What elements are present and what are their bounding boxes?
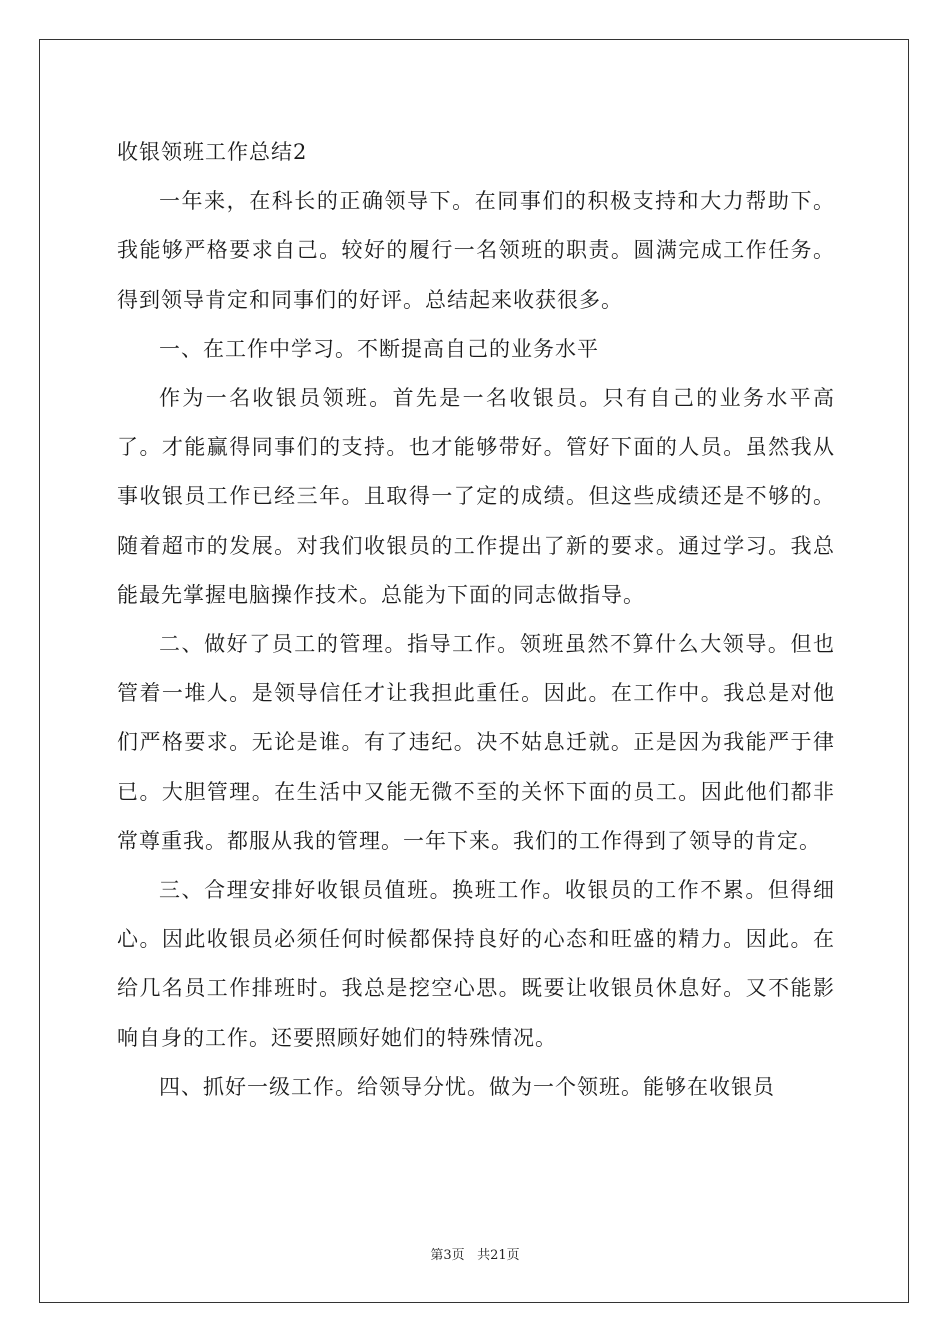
paragraph-section-2: 二、做好了员工的管理。指导工作。领班虽然不算什么大领导。但也管着一堆人。是领导信任才让我担此重任。因此。在工作中。我总是对他们严格要求。无论是谁。有了违纪。决不姑息迁就。正是因为我能严于律已。大胆管理。在生活中又能无微不至的关怀下面的员工。因此他们都非常尊重我。都服从我的管理。一年下来。我们的工作得到了领导的肯定。: [117, 632, 835, 853]
footer-spacer: [465, 1248, 477, 1263]
document-body: [117, 128, 835, 1112]
total-pages: 共21页: [477, 1248, 520, 1263]
document-title: 收银领班工作总结2: [117, 140, 308, 164]
paragraph-section-4: 四、抓好一级工作。给领导分忧。做为一个领班。能够在收银员: [159, 1074, 775, 1099]
paragraph-section-1: 作为一名收银员领班。首先是一名收银员。只有自己的业务水平高了。才能赢得同事们的支持。也才能够带好。管好下面的人员。虽然我从事收银员工作已经三年。且取得一了定的成绩。但这些成绩还是不够的。随着超市的发展。对我们收银员的工作提出了新的要求。通过学习。我总能最先掌握电脑操作技术。总能为下面的同志做指导。: [117, 386, 835, 607]
paragraph-intro: 一年来，在科长的正确领导下。在同事们的积极支持和大力帮助下。我能够严格要求自己。较好的履行一名领班的职责。圆满完成工作任务。得到领导肯定和同事们的好评。总结起来收获很多。: [117, 189, 835, 312]
page-number: 第3页: [430, 1248, 465, 1263]
page-footer: [0, 1247, 950, 1265]
paragraph-section-3: 三、合理安排好收银员值班。换班工作。收银员的工作不累。但得细心。因此收银员必须任何时候都保持良好的心态和旺盛的精力。因此。在给几名员工作排班时。我总是挖空心思。既要让收银员休息好。又不能影响自身的工作。还要照顾好她们的特殊情况。: [117, 878, 835, 1050]
section-heading-1: 一、在工作中学习。不断提高自己的业务水平: [159, 336, 599, 361]
